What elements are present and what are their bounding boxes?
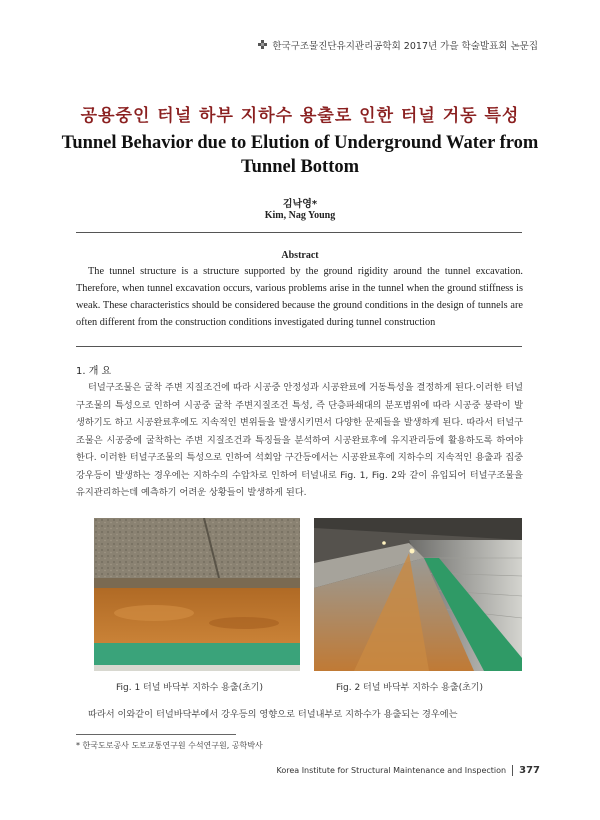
abstract-body: The tunnel structure is a structure supported by the ground rigidity around the tunnel excavation. Therefore, when tunnel excavation occurs, various problems arise in the tunnel when the ground stiffness is weak. These characteristics should be considered because the ground conditions in the design of tunnels are often different from the construction conditions investigated during tunnel construction xyxy=(76,266,523,328)
author-name-english: Kim, Nag Young xyxy=(264,210,336,221)
running-header xyxy=(258,38,538,52)
figure-2-image xyxy=(314,518,522,671)
section-body: 터널구조물은 굴착 주변 지질조건에 따라 시공중 안정성과 시공완료에 거동특성을 결정하게 된다.이러한 터널구조물의 특성으로 인하여 시공중 굴착 주변지질조건 특성, 즉 단층파쇄대의 분포범위에 따라 시공중 붕락이 발생하기도 하고 시공완료후에도 지속적인 변위들을 발생시키면서 다양한 문제들을 발생하게 된다. 따라서 터널구조물은 시공중에 굴착하는 주변 지질조건과 특징들을 분석하여 시공완료후에 유지관리등에 활용하도록 하여야 한다. 이러한 터널구조물의 특성으로 인하여 석회암 구간등에서는 시공완료후에 지하수의 지속적인 용출과 집중강우등이 발생하는 경우에는 지하수의 수압차로 인하여 터널내로 Fig. 1, Fig. 2와 같이 유입되어 터널구조물을 유지관리하는데 예측하기 어려운 상황들이 발생하게 된다. xyxy=(76,382,523,498)
figure-2-caption: Fig. 2 터널 바닥부 지하수 용출(초기) xyxy=(336,683,483,693)
page-number: 377 xyxy=(512,765,540,776)
section-heading: 1. 개 요 xyxy=(76,366,112,377)
paper-title-korean: 공용중인 터널 하부 지하수 용출로 인한 터널 거동 특성 xyxy=(80,106,520,126)
journal-logo-icon xyxy=(258,40,268,50)
author-name-korean: 김낙영* xyxy=(282,199,318,210)
page-footer xyxy=(276,765,540,776)
continuation-text: 따라서 이와같이 터널바닥부에서 강우등의 영향으로 터널내부로 지하수가 용출되는 경우에는 xyxy=(88,709,458,720)
footnote: * 한국도로공사 도로교통연구원 수석연구원, 공학박사 xyxy=(76,741,263,750)
divider-top xyxy=(76,232,522,233)
abstract-title: Abstract xyxy=(281,250,319,261)
divider-abstract xyxy=(76,346,522,347)
figure-1-caption: Fig. 1 터널 바닥부 지하수 용출(초기) xyxy=(116,683,263,693)
footer-institute: Korea Institute for Structural Maintenance and Inspection xyxy=(276,766,507,775)
figure-1-image xyxy=(94,518,300,671)
paper-title-english: Tunnel Behavior due to Elution of Underground Water from Tunnel Bottom xyxy=(61,133,539,177)
footnote-divider xyxy=(76,734,236,735)
header-text: 한국구조물진단유지관리공학회 2017년 가을 학술발표회 논문집 xyxy=(272,41,538,52)
